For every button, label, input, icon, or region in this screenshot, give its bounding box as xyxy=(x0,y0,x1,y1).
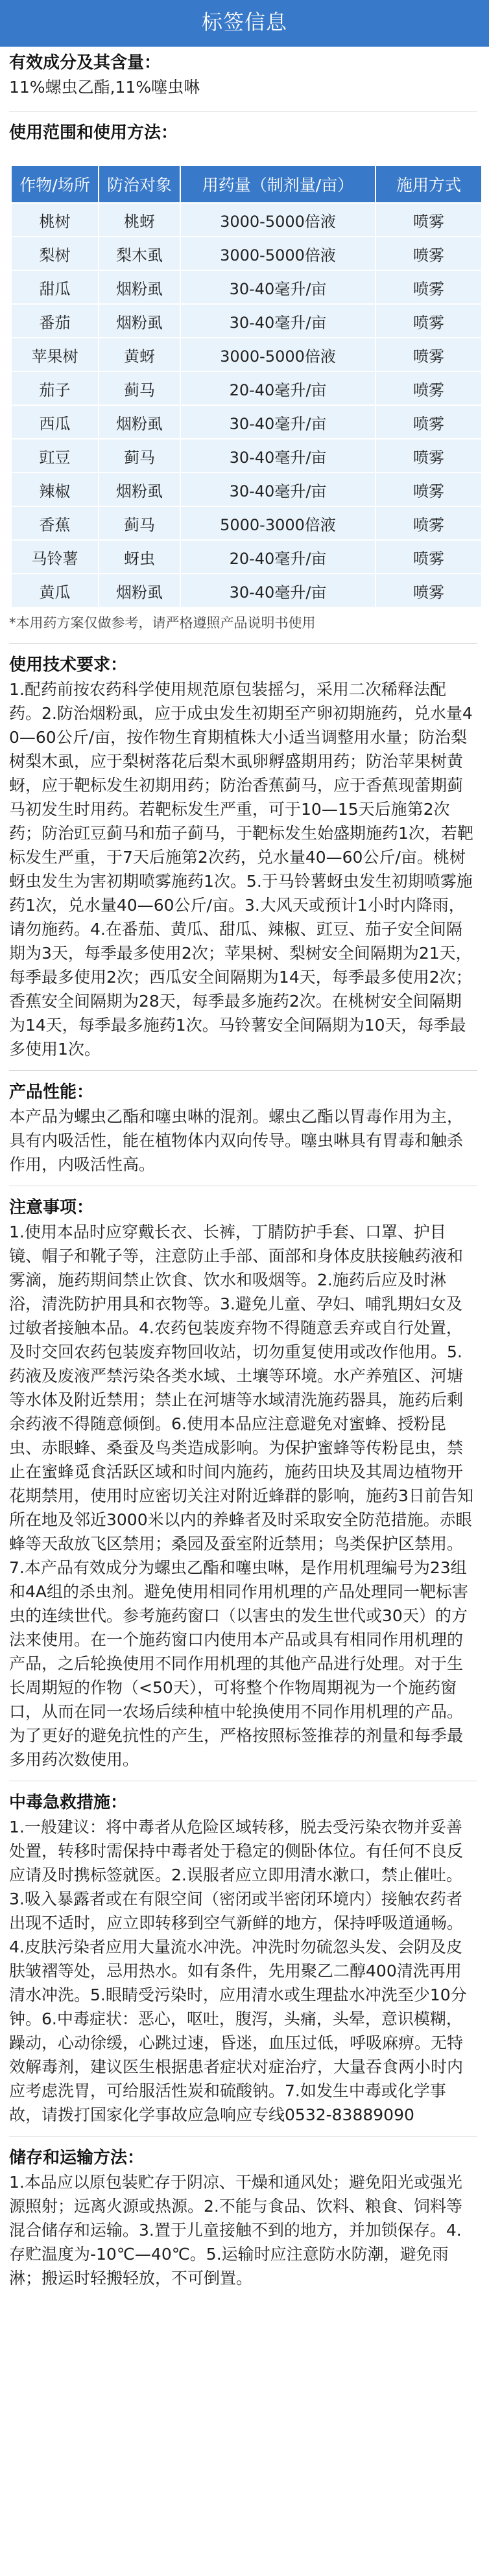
precautions-section xyxy=(0,1195,489,1781)
precautions-text: 1.使用本品时应穿戴长衣、长裤，丁腈防护手套、口罩、护目镜、帽子和靴子等，注意防止手部、面部和身体皮肤接触药液和雾滴，施药期间禁止饮食、饮水和吸烟等。2.施药后应及时淋浴，清洗防护用具和衣物等。3.避免儿童、孕妇、哺乳期妇女及过敏者接触本品。4.农药包装废弃物不得随意丢弃或自行处置，及时交回农药包装废弃物回收站，切勿重复使用或改作他用。5.药液及废液严禁污染各类水域、土壤等环境。水产养殖区、河塘等水体及附近禁用；禁止在河塘等水域清洗施药器具，施药后剩余药液不得随意倾倒。6.使用本品应注意避免对蜜蜂、授粉昆虫、赤眼蜂、桑蚕及鸟类造成影响。为保护蜜蜂等传粉昆虫，禁止在蜜蜂觅食活跃区域和时间内施药，施药田块及其周边植物开花期禁用，使用时应密切关注对附近蜂群的影响，施药3日前告知所在地及邻近3000米以内的养蜂者及时采取安全防范措施。赤眼蜂等天敌放飞区禁用；桑园及蚕室附近禁用；鸟类保护区禁用。7.本产品有效成分为螺虫乙酯和噻虫啉，是作用机理编号为23组和4A组的杀虫剂。避免使用相同作用机理的产品处理同一靶标害虫的连续世代。参考施药窗口（以害虫的发生世代或30天）的方法来使用。在一个施药窗口内使用本产品或具有相同作用机理的产品，之后轮换使用不同作用机理的其他产品进行处理。对于生长周期短的作物（<50天），可将整个作物周期视为一个施药窗口，从而在同一农场后续种植中轮换使用不同作用机理的产品。为了更好的避免抗性的产生，严格按照标签推荐的剂量和每季最多用药次数使用。 xyxy=(9,1223,473,1769)
target-cell: 烟粉虱 xyxy=(99,305,180,337)
precautions-title: 注意事项： xyxy=(9,1198,94,1217)
technique-text: 1.配药前按农药科学使用规范原包装摇匀，采用二次稀释法配药。2.防治烟粉虱，应于成虫发生初期至产卵初期施药，兑水量40—60公斤/亩，按作物生育期植株大小适当调整用水量；防治梨树梨木虱，应于梨树落花后梨木虱卵孵盛期用药；防治苹果树黄蚜，应于靶标发生初期用药；防治香蕉蓟马，应于香蕉现蕾期蓟马初发生时用药。若靶标发生严重，可于10—15天后施第2次药；防治豇豆蓟马和茄子蓟马，于靶标发生始盛期施药1次，若靶标发生严重，于7天后施第2次药，兑水量40—60公斤/亩。桃树蚜虫发生为害初期喷雾施药1次。5.于马铃薯蚜虫发生初期喷雾施药1次，兑水量40—60公斤/亩。3.大风天或预计1小时内降雨，请勿施药。4.在番茄、黄瓜、甜瓜、辣椒、豇豆、茄子安全间隔期为3天，每季最多使用2次；苹果树、梨树安全间隔期为21天，每季最多使用2次；西瓜安全间隔期为14天，每季最多使用2次；香蕉安全间隔期为28天，每季最多施药2次。在桃树安全间隔期为14天，每季最多施药1次。马铃薯安全间隔期为10天，每季最多使用1次。 xyxy=(9,680,473,1059)
method-cell: 喷雾 xyxy=(376,372,481,404)
table-row xyxy=(12,406,481,438)
technique-section xyxy=(0,653,489,1071)
target-cell: 烟粉虱 xyxy=(99,473,180,506)
usage-table-header-row xyxy=(12,166,481,202)
method-cell: 喷雾 xyxy=(376,439,481,472)
firstaid-title: 中毒急救措施： xyxy=(9,1793,128,1812)
ingredient-title: 有效成分及其含量： xyxy=(9,53,161,73)
dosage-cell: 30-40毫升/亩 xyxy=(181,473,375,506)
crop-cell: 黄瓜 xyxy=(12,574,98,607)
dosage-cell: 3000-5000倍液 xyxy=(181,237,375,270)
crop-cell: 西瓜 xyxy=(12,406,98,438)
target-cell: 烟粉虱 xyxy=(99,574,180,607)
dosage-cell: 30-40毫升/亩 xyxy=(181,305,375,337)
firstaid-text: 1.一般建议：将中毒者从危险区域转移，脱去受污染衣物并妥善处置，转移时需保持中毒者处于稳定的侧卧体位。有任何不良反应请及时携标签就医。2.误服者应立即用清水漱口，禁止催吐。3.吸入暴露者或在有限空间（密闭或半密闭环境内）接触农药者出现不适时，应立即转移到空气新鲜的地方，保持呼吸道通畅。4.皮肤污染者应用大量流水冲洗。冲洗时勿硫忽头发、会阴及皮肤皱褶等处，忌用热水。如有条件，先用聚乙二醇400清洗再用清水冲洗。5.眼睛受污染时，应用清水或生理盐水冲洗至少10分钟。6.中毒症状：恶心，呕吐，腹泻，头痛，头晕，意识模糊，躁动，心动徐缓，心跳过速，昏迷，血压过低，呼吸麻痹。无特效解毒剂，建议医生根据患者症状对症治疗，大量吞食两小时内应考虑洗胃，可给服活性炭和硫酸钠。7.如发生中毒或化学事故，请拨打国家化学事故应急响应专线0532-83889090 xyxy=(9,1818,467,2124)
ingredient-text: 11%螺虫乙酯,11%噻虫啉 xyxy=(9,78,200,97)
table-row xyxy=(12,372,481,404)
method-cell: 喷雾 xyxy=(376,473,481,506)
crop-cell: 豇豆 xyxy=(12,439,98,472)
crop-cell: 茄子 xyxy=(12,372,98,404)
storage-text: 1.本品应以原包装贮存于阴凉、干燥和通风处；避免阳光或强光源照射；远离火源或热源。2.不能与食品、饮料、粮食、饲料等混合储存和运输。3.置于儿童接触不到的地方，并加锁保存。4.存贮温度为-10℃—40℃。5.运输时应注意防水防潮，避免雨淋；搬运时轻搬轻放，不可倒置。 xyxy=(9,2173,462,2288)
crop-cell: 辣椒 xyxy=(12,473,98,506)
target-cell: 烟粉虱 xyxy=(99,406,180,438)
technique-title: 使用技术要求： xyxy=(9,655,128,675)
target-cell: 蓟马 xyxy=(99,439,180,472)
column-header: 用药量（制剂量/亩） xyxy=(181,166,375,202)
dosage-cell: 20-40毫升/亩 xyxy=(181,541,375,573)
table-row xyxy=(12,541,481,573)
usage-note: *本用药方案仅做参考，请严格遵照产品说明书使用 xyxy=(9,615,316,631)
dosage-cell: 30-40毫升/亩 xyxy=(181,406,375,438)
table-row xyxy=(12,473,481,506)
table-row xyxy=(12,237,481,270)
dosage-cell: 30-40毫升/亩 xyxy=(181,271,375,303)
target-cell: 桃蚜 xyxy=(99,204,180,236)
usage-table-body xyxy=(12,204,481,607)
method-cell: 喷雾 xyxy=(376,338,481,371)
page-title: 标签信息 xyxy=(201,10,287,34)
target-cell: 烟粉虱 xyxy=(99,271,180,303)
table-row xyxy=(12,204,481,236)
method-cell: 喷雾 xyxy=(376,574,481,607)
crop-cell: 番茄 xyxy=(12,305,98,337)
target-cell: 蓟马 xyxy=(99,507,180,539)
column-header: 施用方式 xyxy=(376,166,481,202)
table-row xyxy=(12,305,481,337)
usage-section xyxy=(0,121,489,644)
method-cell: 喷雾 xyxy=(376,271,481,303)
usage-table xyxy=(10,165,483,608)
page-header xyxy=(0,0,489,47)
column-header: 防治对象 xyxy=(99,166,180,202)
column-header: 作物/场所 xyxy=(12,166,98,202)
target-cell: 蓟马 xyxy=(99,372,180,404)
dosage-cell: 30-40毫升/亩 xyxy=(181,574,375,607)
method-cell: 喷雾 xyxy=(376,406,481,438)
crop-cell: 马铃薯 xyxy=(12,541,98,573)
table-row xyxy=(12,574,481,607)
target-cell: 黄蚜 xyxy=(99,338,180,371)
crop-cell: 梨树 xyxy=(12,237,98,270)
method-cell: 喷雾 xyxy=(376,237,481,270)
method-cell: 喷雾 xyxy=(376,204,481,236)
usage-title: 使用范围和使用方法： xyxy=(9,123,178,143)
crop-cell: 苹果树 xyxy=(12,338,98,371)
table-row xyxy=(12,271,481,303)
divider xyxy=(9,2136,477,2137)
dosage-cell: 20-40毫升/亩 xyxy=(181,372,375,404)
table-row xyxy=(12,507,481,539)
crop-cell: 香蕉 xyxy=(12,507,98,539)
performance-title: 产品性能： xyxy=(9,1083,94,1102)
method-cell: 喷雾 xyxy=(376,541,481,573)
firstaid-section xyxy=(0,1790,489,2137)
crop-cell: 甜瓜 xyxy=(12,271,98,303)
dosage-cell: 3000-5000倍液 xyxy=(181,204,375,236)
target-cell: 梨木虱 xyxy=(99,237,180,270)
method-cell: 喷雾 xyxy=(376,507,481,539)
table-row xyxy=(12,338,481,371)
performance-section xyxy=(0,1080,489,1186)
storage-section xyxy=(0,2146,489,2290)
dosage-cell: 3000-5000倍液 xyxy=(181,338,375,371)
dosage-cell: 5000-3000倍液 xyxy=(181,507,375,539)
storage-title: 储存和运输方法： xyxy=(9,2148,145,2168)
method-cell: 喷雾 xyxy=(376,305,481,337)
crop-cell: 桃树 xyxy=(12,204,98,236)
dosage-cell: 30-40毫升/亩 xyxy=(181,439,375,472)
table-row xyxy=(12,439,481,472)
target-cell: 蚜虫 xyxy=(99,541,180,573)
performance-text: 本产品为螺虫乙酯和噻虫啉的混剂。螺虫乙酯以胃毒作用为主，具有内吸活性，能在植物体内双向传导。噻虫啉具有胃毒和触杀作用，内吸活性高。 xyxy=(9,1107,464,1174)
divider xyxy=(9,643,477,644)
ingredient-section xyxy=(0,47,489,111)
divider xyxy=(9,1070,477,1071)
